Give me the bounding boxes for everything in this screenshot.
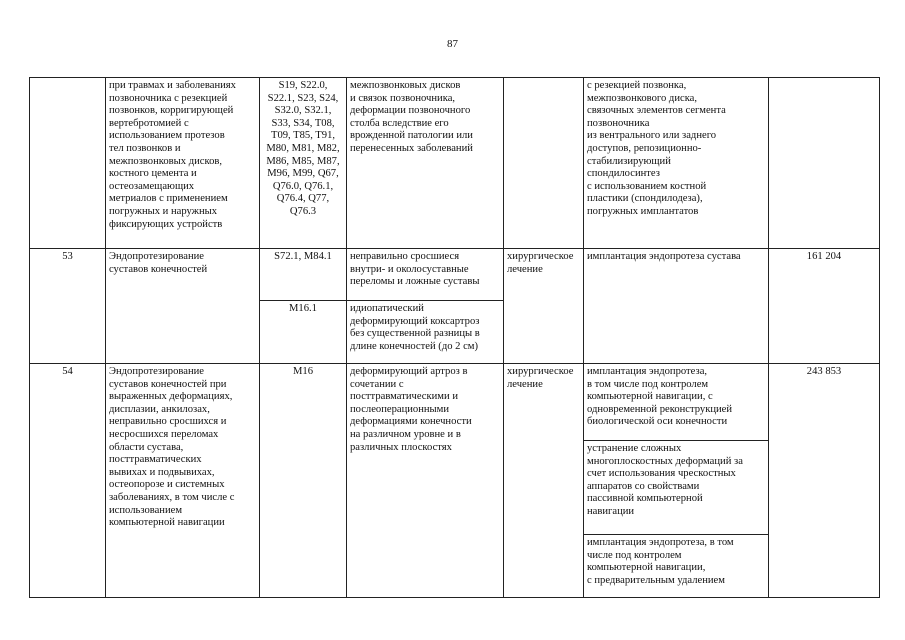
treatment-method: с резекцией позвонка, межпозвонкового диска, связочных элементов сегмента позвоночника из вентрального или заднего доступов, репозиционно- стабилизирующий спондилосинтез с использованием костной пластики (спондилодеза), погружных имплантатов [584, 78, 769, 249]
table-row [30, 78, 880, 249]
row-number: 54 [30, 364, 106, 598]
treatment-method: имплантация эндопротеза сустава [584, 249, 769, 364]
patient-model: межпозвонковых дисков и связок позвоночника, деформации позвоночного столба вследствие его врожденной патологии или перенесенных заболеваний [347, 78, 504, 249]
treatment-method: имплантация эндопротеза, в том числе под контролем компьютерной навигации, с одновременной реконструкцией биологической оси конечности [584, 364, 769, 441]
care-name: при травмах и заболеваниях позвоночника с резекцией позвонков, корригирующей вертебротомией с использованием протезов тел позвонков и межпозвонковых дисков, костного цемента и остеозамещающих метриалов с применением погружных и наружных фиксирующих устройств [106, 78, 260, 249]
medical-care-table [29, 77, 880, 598]
page-number: 87 [447, 38, 458, 50]
patient-model: деформирующий артроз в сочетании с посттравматическими и послеоперационными деформациями конечности на различном уровне и в различных плоскостях [347, 364, 504, 598]
patient-model: неправильно сросшиеся внутри- и околосуставные переломы и ложные суставы [347, 249, 504, 301]
row-number [30, 78, 106, 249]
icd-codes: M16.1 [260, 301, 347, 364]
table-row [30, 249, 880, 301]
row-number: 53 [30, 249, 106, 364]
cost: 161 204 [769, 249, 880, 364]
care-name: Эндопротезирование суставов конечностей при выраженных деформациях, дисплазии, анкилозах, неправильно сросшихся и несросшихся переломах области сустава, посттравматических вывихах и подвывихах, остеопорозе и системных заболеваниях, в том числе с использованием компьютерной навигации [106, 364, 260, 598]
icd-codes: M16 [260, 364, 347, 598]
icd-codes: S72.1, M84.1 [260, 249, 347, 301]
patient-model: идиопатический деформирующий коксартроз без существенной разницы в длине конечностей (до 2 см) [347, 301, 504, 364]
icd-codes: S19, S22.0, S22.1, S23, S24, S32.0, S32.1, S33, S34, T08, T09, T85, T91, M80, M81, M82, M86, M85, M87, M96, M99, Q67, Q76.0, Q76.1, Q76.4, Q77, Q76.3 [260, 78, 347, 249]
treatment-type [504, 78, 584, 249]
treatment-type: хирургическое лечение [504, 249, 584, 364]
treatment-method: имплантация эндопротеза, в том числе под контролем компьютерной навигации, с предварительным удалением [584, 535, 769, 598]
care-name: Эндопротезирование суставов конечностей [106, 249, 260, 364]
cost: 243 853 [769, 364, 880, 598]
table-row [30, 364, 880, 441]
cost [769, 78, 880, 249]
treatment-method: устранение сложных многоплоскостных деформаций за счет использования чрескостных аппаратов со свойствами пассивной компьютерной навигации [584, 441, 769, 535]
treatment-type: хирургическое лечение [504, 364, 584, 598]
